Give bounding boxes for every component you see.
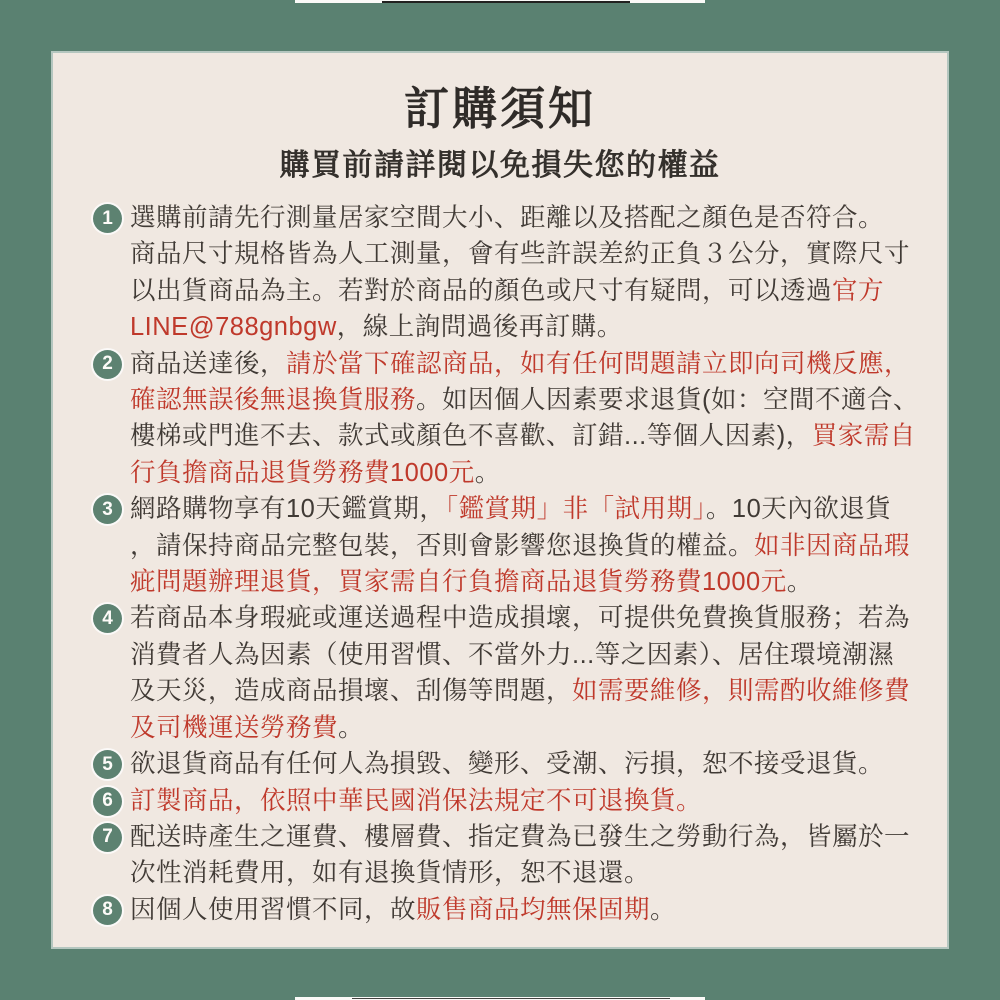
notice-body-text: 以出貨商品為主。若對於商品的顏色或尺寸有疑問，可以透過 (130, 276, 833, 305)
notice-highlight-text: 買家需自 (811, 422, 916, 451)
notice-body-text: 樓梯或門進不去、款式或顏色不喜歡、訂錯...等個人因素)， (130, 422, 812, 451)
notice-body-text: 。 (474, 458, 501, 487)
notice-line (130, 892, 676, 928)
notice-highlight-text: 確認無誤後無退換貨服務 (130, 386, 417, 415)
notice-text (130, 783, 702, 819)
notice-text (130, 819, 910, 892)
notice-line (130, 382, 919, 418)
notice-line (130, 236, 910, 272)
notice-line (130, 564, 910, 600)
notice-item-3 (93, 491, 911, 600)
notice-item-1 (93, 200, 911, 346)
notice-highlight-text: 如非因商品瑕 (754, 531, 911, 560)
notice-body-text: 欲退貨商品有任何人為損毀、變形、受潮、污損，恕不接受退貨。 (130, 750, 885, 779)
notice-body-text: 商品送達後， (130, 349, 287, 378)
notice-line (130, 600, 910, 636)
notice-line (130, 273, 910, 309)
notice-body-text: 次性消耗費用，如有退換貨情形，恕不退還。 (130, 859, 651, 888)
notice-item-6 (93, 783, 907, 819)
page-title: 訂購須知 (403, 83, 596, 134)
notice-line (130, 455, 919, 491)
notice-item-7 (93, 819, 911, 892)
item-number-badge: 3 (93, 495, 122, 524)
notice-line (130, 346, 919, 382)
notice-body-text: 。 (786, 568, 813, 597)
notice-highlight-text: 行負擔商品退貨勞務費1000元 (130, 458, 475, 487)
notice-highlight-text: 如需要維修，則需酌收維修費 (572, 677, 911, 706)
item-number-badge: 6 (93, 787, 122, 816)
notice-text (130, 200, 910, 346)
notice-body-text: 及天災，造成商品損壞、刮傷等問題， (130, 677, 573, 706)
item-number-badge: 7 (93, 823, 122, 852)
notice-body-text: 選購前請先行測量居家空間大小、距離以及搭配之顏色是否符合。 (130, 204, 885, 232)
notice-line (130, 418, 919, 454)
notice-line (130, 855, 910, 891)
notice-body-text: 網路購物享有10天鑑賞期， (130, 495, 446, 524)
item-number-badge: 8 (93, 896, 122, 925)
notice-highlight-text: 官方 (832, 276, 885, 305)
bottom-edge-line (352, 998, 670, 999)
notice-line (130, 309, 910, 345)
notice-highlight-text: 疵問題辦理退貨，買家需自行負擔商品退貨勞務費1000元 (130, 568, 787, 597)
notice-item-2 (93, 346, 920, 492)
notice-line (130, 637, 910, 673)
notice-line (130, 673, 910, 709)
notice-body-text: 。 (650, 895, 677, 924)
notice-highlight-text: 請於當下確認商品，如有任何問題請立即向司機反應， (286, 349, 911, 378)
notice-line (130, 200, 910, 236)
item-number-badge: 5 (93, 750, 122, 779)
notice-text (130, 600, 910, 746)
notice-body-text: 商品尺寸規格皆為人工測量，會有些許誤差約正負３公分，實際尺寸 (130, 240, 911, 269)
notice-list (93, 200, 920, 928)
item-number-badge: 4 (93, 604, 122, 633)
notice-text (130, 892, 676, 928)
notice-highlight-text: LINE@788gnbgw (130, 313, 337, 342)
notice-highlight-text: 「鑑賞期」非「試用期」 (445, 495, 706, 524)
notice-highlight-text: 訂製商品，依照中華民國消保法規定不可退換貨。 (130, 786, 703, 815)
notice-line (130, 746, 884, 782)
notice-text (130, 746, 884, 782)
notice-line (130, 819, 910, 855)
notice-highlight-text: 及司機運送勞務費 (130, 713, 339, 742)
notice-body-text: 因個人使用習慣不同，故 (130, 895, 417, 924)
notice-item-8 (93, 892, 907, 928)
item-number-badge: 1 (93, 204, 122, 233)
notice-body-text: 。10天內欲退貨 (705, 495, 892, 524)
notice-body-text: 。如因個人因素要求退貨(如：空間不適合、 (416, 386, 920, 415)
notice-line (130, 528, 910, 564)
notice-line (130, 491, 910, 527)
notice-highlight-text: 販售商品均無保固期 (416, 895, 651, 924)
notice-line (130, 710, 910, 746)
page-subtitle: 購買前請詳閱以免損失您的權益 (279, 148, 721, 182)
notice-line (130, 783, 702, 819)
notice-item-5 (93, 746, 907, 782)
notice-body-text: ，線上詢問過後再訂購。 (336, 313, 623, 342)
item-number-badge: 2 (93, 350, 122, 379)
notice-body-text: 消費者人為因素（使用習慣、不當外力...等之因素）、居住環境潮濕 (130, 640, 895, 669)
notice-panel (53, 53, 947, 947)
notice-body-text: ，請保持商品完整包裝，否則會影響您退換貨的權益。 (130, 531, 755, 560)
notice-body-text: 若商品本身瑕疵或運送過程中造成損壞，可提供免費換貨服務；若為 (130, 604, 911, 633)
notice-item-4 (93, 600, 911, 746)
notice-body-text: 。 (338, 713, 365, 742)
notice-body-text: 配送時產生之運費、樓層費、指定費為已發生之勞動行為，皆屬於一 (130, 822, 911, 851)
notice-text (130, 346, 919, 492)
notice-text (130, 491, 910, 600)
top-edge-line (382, 1, 630, 3)
